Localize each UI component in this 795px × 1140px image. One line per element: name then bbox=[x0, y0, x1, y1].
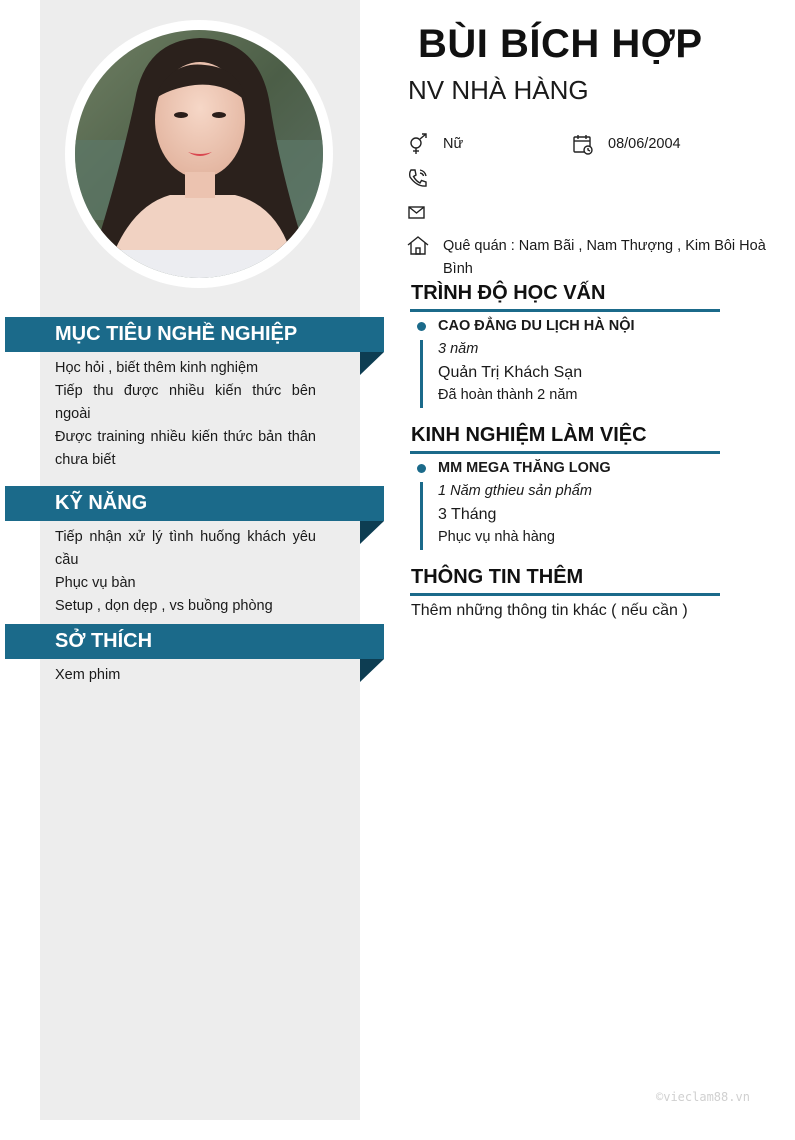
experience-timeline bbox=[420, 482, 423, 550]
extra-info-heading: THÔNG TIN THÊM bbox=[411, 566, 584, 588]
skill-line: Tiếp nhận xử lý tình huống khách yêu cầu bbox=[55, 529, 316, 568]
gender-icon bbox=[407, 133, 429, 155]
hobbies-fold bbox=[360, 659, 384, 682]
career-goal-heading: MỤC TIÊU NGHỀ NGHIỆP bbox=[5, 317, 384, 352]
home-icon bbox=[407, 235, 429, 257]
experience-description: Phục vụ nhà hàng bbox=[438, 529, 555, 545]
extra-info-rule bbox=[410, 593, 720, 596]
experience-bullet bbox=[417, 464, 426, 473]
gender-text: Nữ bbox=[443, 136, 464, 152]
education-duration: 3 năm bbox=[438, 341, 479, 357]
experience-duration: 3 Tháng bbox=[438, 506, 497, 523]
skills-content bbox=[55, 526, 316, 618]
experience-rule bbox=[410, 451, 720, 454]
phone-icon bbox=[407, 167, 429, 189]
hobbies-heading: SỞ THÍCH bbox=[5, 624, 384, 659]
experience-company: MM MEGA THĂNG LONG bbox=[438, 460, 611, 476]
experience-heading: KINH NGHIỆM LÀM VIỆC bbox=[411, 424, 647, 446]
avatar bbox=[75, 30, 323, 278]
education-timeline bbox=[420, 340, 423, 408]
skill-line: Setup , dọn dẹp , vs buồng phòng bbox=[55, 598, 273, 614]
education-rule bbox=[410, 309, 720, 312]
career-goal-line: Tiếp thu được nhiều kiến thức bên ngoài bbox=[55, 383, 316, 422]
education-school: CAO ĐẲNG DU LỊCH HÀ NỘI bbox=[438, 318, 635, 334]
experience-role: 1 Năm gthieu sản phẩm bbox=[438, 483, 592, 499]
watermark: ©vieclam88.vn bbox=[656, 1090, 750, 1104]
education-bullet bbox=[417, 322, 426, 331]
candidate-name: BÙI BÍCH HỢP bbox=[418, 22, 703, 66]
hobbies-content bbox=[55, 664, 316, 687]
address-text: Quê quán : Nam Bãi , Nam Thượng , Kim Bôi Hoà Bình bbox=[443, 238, 766, 277]
calendar-icon bbox=[572, 133, 594, 155]
education-major: Quản Trị Khách Sạn bbox=[438, 364, 583, 381]
education-status: Đã hoàn thành 2 năm bbox=[438, 387, 578, 403]
skills-fold bbox=[360, 521, 384, 544]
career-goal-line: Học hỏi , biết thêm kinh nghiệm bbox=[55, 360, 259, 376]
mail-icon bbox=[407, 202, 429, 224]
skills-heading: KỸ NĂNG bbox=[5, 486, 384, 521]
extra-info-text: Thêm những thông tin khác ( nếu cần ) bbox=[411, 602, 688, 619]
job-title: NV NHÀ HÀNG bbox=[408, 75, 589, 105]
skill-line: Phục vụ bàn bbox=[55, 575, 136, 591]
hobby-line: Xem phim bbox=[55, 667, 121, 683]
career-goal-fold bbox=[360, 352, 384, 375]
birthday-text: 08/06/2004 bbox=[608, 136, 681, 152]
education-heading: TRÌNH ĐỘ HỌC VẤN bbox=[411, 282, 606, 304]
career-goal-line: Được training nhiều kiến thức bản thân chưa biết bbox=[55, 429, 316, 468]
career-goal-content bbox=[55, 357, 316, 472]
